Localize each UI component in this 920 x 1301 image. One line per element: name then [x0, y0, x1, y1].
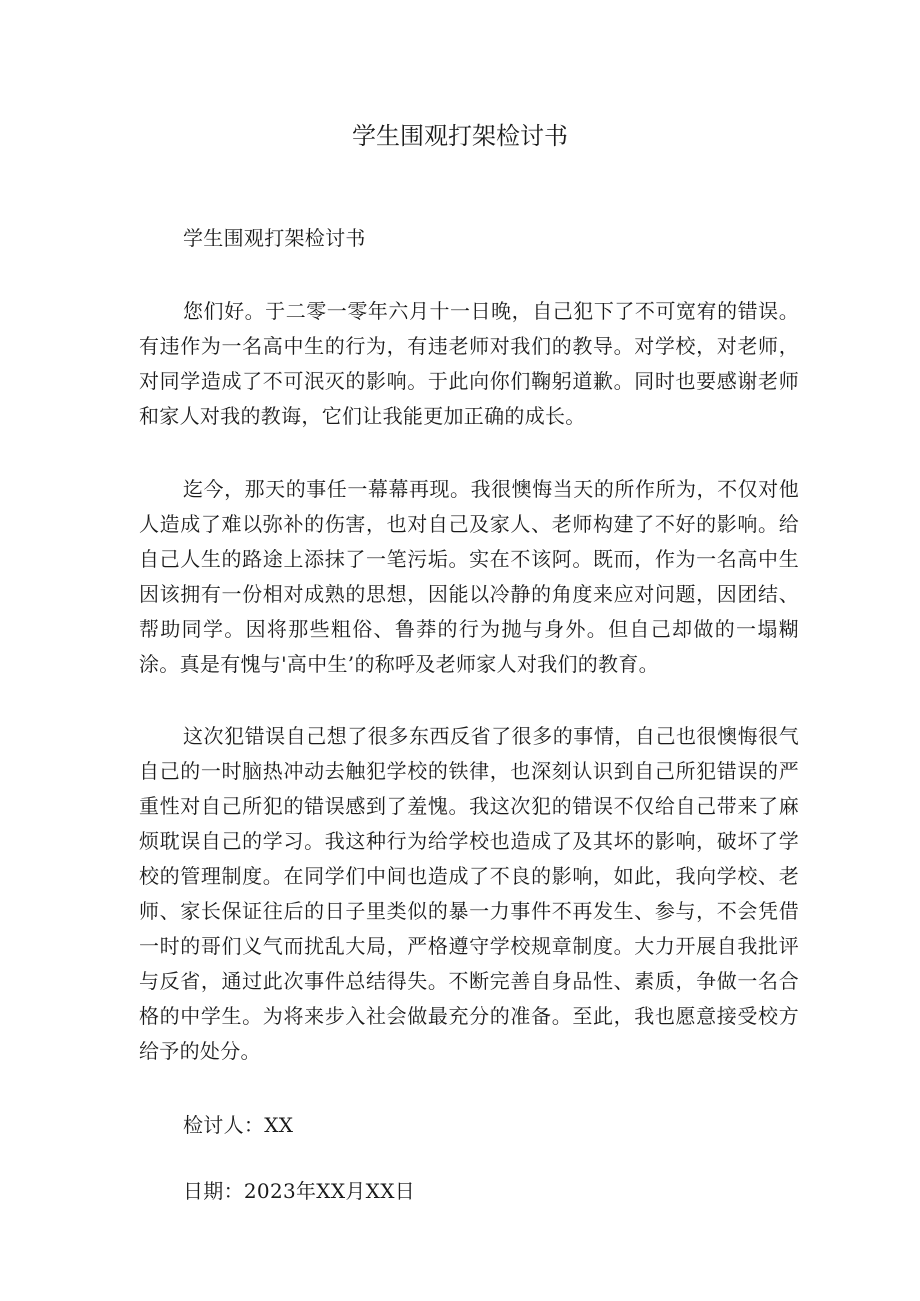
paragraph-greeting: 您们好。于二零一零年六月十一日晚，自己犯下了不可宽宥的错误。有违作为一名高中生的行为，有违老师对我们的教导。对学校，对老师，对同学造成了不可泯灭的影响。于此向你们鞠躬道歉。同时也要感谢老师和家人对我的教诲，它们让我能更加正确的成长。 — [139, 299, 799, 428]
signer-line: 检讨人：XX — [183, 1113, 294, 1137]
document-subtitle: 学生围观打架检讨书 — [183, 226, 366, 250]
document-title: 学生围观打架检讨书 — [352, 122, 568, 150]
document-body — [139, 220, 799, 1209]
paragraph-reflection: 迄今，那天的事任一幕幕再现。我很懊悔当天的所作所为，不仅对他人造成了难以弥补的伤害，也对自己及家人、老师构建了不好的影响。给自己人生的路途上添抹了一笔污垢。实在不该阿。既而，作为一名高中生因该拥有一份相对成熟的思想，因能以冷静的角度来应对问题，因团结、帮助同学。因将那些粗俗、鲁莽的行为抛与身外。但自己却做的一塌糊涂。真是有愧与'高中生’的称呼及老师家人对我们的教育。 — [139, 477, 799, 676]
paragraph-commitment: 这次犯错误自己想了很多东西反省了很多的事情，自己也很懊悔很气自己的一时脑热冲动去触犯学校的铁律，也深刻认识到自己所犯错误的严重性对自己所犯的错误感到了羞愧。我这次犯的错误不仅给自己带来了麻烦耽误自己的学习。我这种行为给学校也造成了及其坏的影响，破坏了学校的管理制度。在同学们中间也造成了不良的影响，如此，我向学校、老师、家长保证往后的日子里类似的暴一力事件不再发生、参与，不会凭借一时的哥们义气而扰乱大局，严格遵守学校规章制度。大力开展自我批评与反省，通过此次事件总结得失。不断完善自身品性、素质，争做一名合格的中学生。为将来步入社会做最充分的准备。至此，我也愿意接受校方给予的处分。 — [139, 724, 799, 1063]
date-line: 日期：2023年XX月XX日 — [183, 1179, 416, 1203]
